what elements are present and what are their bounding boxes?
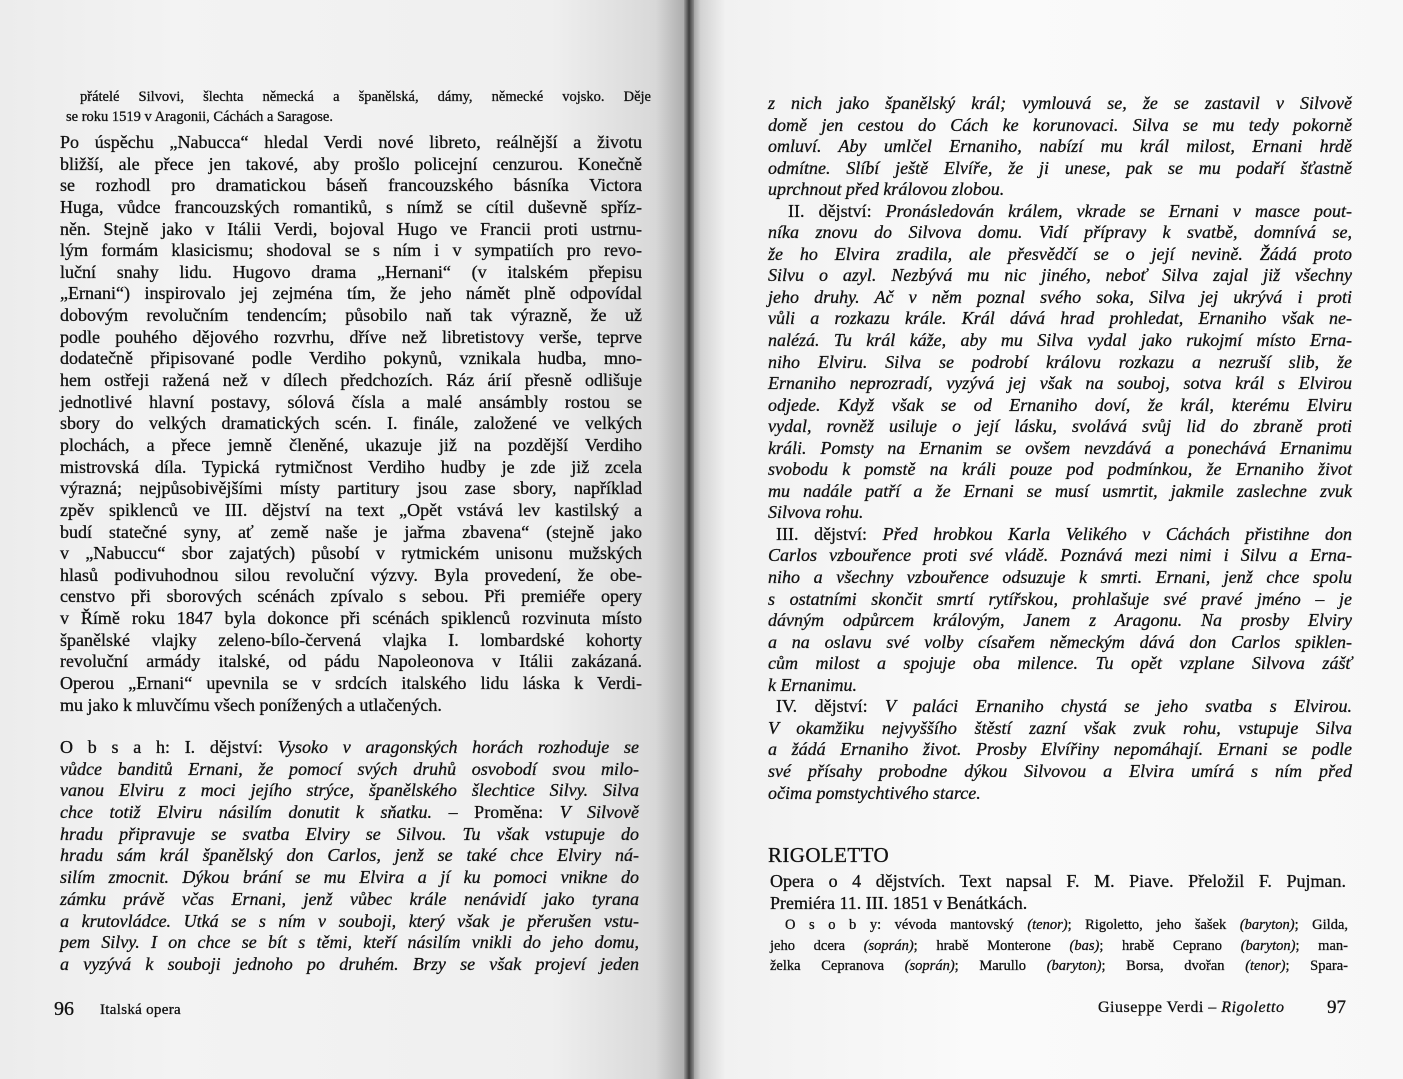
text-line: luční snahy lidu. Hugovo drama „Hernani“ (v italském přepisu (60, 261, 642, 282)
text-segment: (baryton) (1240, 937, 1296, 954)
text-segment: ; Rigoletto, jeho šašek (1067, 917, 1240, 933)
text-line: vůli a rozkazu krále. Král dává hrad prohledat, Ernaniho však ne- (768, 308, 1352, 329)
text-segment: ; Gilda, (1294, 917, 1349, 933)
running-head-author: Giuseppe Verdi – (1098, 999, 1222, 1016)
text-line: něn. Stejně jako v Itálii Verdi, bojoval Hugo ve Francii proti ustrnu- (60, 218, 642, 239)
text-segment: ; Borsa, dvořan (1101, 958, 1246, 974)
text-line (60, 737, 639, 759)
text-segment: ; hrabě Ceprano (1099, 937, 1241, 954)
text-line: plochách, a přece jemně členěné, ukazuje již na pozdější Verdiho (60, 434, 642, 455)
text-line: a žádá Ernaniho život. Prosby Elvířiny nepomáhají. Ernani se podle (768, 739, 1352, 760)
text-line: censtvo při sborových scénách zpívalo s sebou. Při premiéře opery (60, 586, 642, 607)
text-line: zámku právě včas Ernani, jenž vůbec krále nenávidí jako tyrana (60, 888, 639, 909)
text-line: španělské vlajky zeleno-bílo-červená vlajka I. lombardské kohorty (60, 629, 642, 650)
text-line: v „Nabuccu“ sbor zajatých) působí v rytmickém unisonu mužských (60, 543, 642, 564)
text-line (768, 201, 1352, 223)
text-line: výrazná; nejpůsobivějšími místy partitury jsou zase sbory, například (60, 478, 642, 499)
synopsis-paragraph (768, 93, 1352, 201)
text-line: podle pouhého dějového rozvrhu, dříve než libretistovy verše, teprve (60, 326, 642, 347)
text-line: jednotlivé hlavní postavy, sólová čísla a malé ansámbly rostou se (60, 391, 642, 412)
text-line: Huga, vůdce francouzských romantiků, s nímž se cítil duševně spříz- (60, 196, 642, 217)
text-segment: V Silvově (559, 802, 639, 823)
text-line: hradu připravuje se svatba Elviry se Silvou. Tu však vstupuje do (60, 823, 639, 844)
text-line: omluví. Aby umlčel Ernaniho, nabízí mu král milost, Ernani hrdě (768, 136, 1352, 157)
text-line: niho a všechny vzbouřence odsuzuje k smrti. Ernani, jenž chce spolu (768, 567, 1352, 588)
text-line: a krutovládce. Utká se s ním v souboji, který však je přerušen vstu- (60, 910, 639, 931)
text-line: hem ostřeji ražená než v dílech předchozích. Ráz árií přesně odlišuje (60, 370, 642, 391)
text-line: uprchnout před královou zlobou. (768, 179, 1005, 200)
text-segment: ; Spara- (1285, 958, 1348, 974)
synopsis-paragraph-act-2 (768, 201, 1352, 524)
text-line: odjede. Když však se od Ernaniho doví, že král, kterému Elviru (768, 394, 1352, 415)
text-line: mu nadále patří a že Ernani se musí usmrtit, jakmile zaslechne zvuk (768, 480, 1352, 501)
text-segment: (soprán) (863, 937, 914, 954)
text-line: odmítne. Slíbí ještě Elvíře, že ji unese, pak se mu podaří šťastně (768, 157, 1352, 178)
text-line: niho Elviru. Silva se podrobí královu rozkazu a nezruší slib, že (768, 351, 1352, 372)
text-segment: želka Cepranova (770, 958, 905, 974)
text-line: dodatečně připisované podle Verdiho pokynů, vznikala hudba, mno- (60, 348, 642, 369)
text-segment: – Proměna: (448, 802, 560, 823)
text-line: vůdce banditů Ernani, že pomocí svých druhů osvobodí svou milo- (60, 758, 639, 779)
text-line: dobovým revolučním tendencím; působilo naň tak výrazně, že už (60, 305, 642, 326)
cast-list-continued (66, 88, 651, 127)
text-line: mistrovská díla. Typická rytmičnost Verdiho hudby je zde již zcela (60, 456, 642, 477)
text-line: přátelé Silvovi, šlechta německá a španělská, dámy, německé vojsko. Děje (80, 89, 651, 105)
text-line: jeho druhy. Ač v něm poznal svého soka, Silva jej ukrývá i proti (768, 286, 1352, 307)
synopsis-paragraph-act-3 (768, 524, 1352, 696)
text-line: hradu sám král španělský don Carlos, jenž se také chce Elviry ná- (60, 845, 639, 866)
text-line: domě jen cestou do Cách ke korunovaci. Silva se mu tedy pokorně (768, 114, 1352, 135)
text-line: Po úspěchu „Nabucca“ hledal Verdi nové libreto, reálnější a životu (60, 132, 642, 152)
text-line: Ernaniho neprozradí, vyzývá jej však na souboj, sotva král s Elvirou (768, 373, 1352, 394)
text-segment: (tenor) (1027, 917, 1068, 933)
text-segment: III. dějství: (776, 523, 883, 544)
text-segment: (soprán) (904, 958, 955, 974)
text-line: pem Silvy. I on chce se bít s těmi, kteří násilím vnikli do jeho domu, (60, 932, 639, 953)
text-line: že ho Elvira zradila, ale přesvědčí se o její nevině. Žádá proto (768, 243, 1352, 264)
text-line (770, 915, 1348, 936)
text-segment: Před hrobkou Karla Velikého v Cáchách přistihne don (882, 523, 1352, 544)
text-segment: IV. dějství: (776, 696, 886, 717)
text-line: s ostatními skončit smrtí rytířskou, prohlašuje své pravé jméno – je (768, 588, 1352, 609)
text-segment: chce totiž Elviru násilím donutit k sňatku. (60, 802, 449, 823)
text-line: Opera o 4 dějstvích. Text napsal F. M. Piave. Přeložil F. Pujman. (770, 871, 1346, 891)
text-line: Operou „Ernani“ upevnila se v srdcích italského lidu láska k Verdi- (60, 673, 642, 694)
text-line: svobodu k pomstě na králi pouze pod podmínkou, že Ernaniho život (768, 459, 1352, 480)
text-line: se roku 1519 v Aragonii, Cáchách a Saragose. (66, 108, 333, 125)
text-line (768, 524, 1352, 546)
text-line: vanou Elviru z moci jejího strýce, španělského šlechtice Silvy. Silva (60, 780, 639, 801)
page-number-left: 96 (54, 998, 74, 1020)
text-line: Carlos vzbouřence proti své vládě. Poznává mezi nimi i Silvu a Erna- (768, 545, 1352, 566)
text-line: se rozhodl pro dramatickou báseň francouzského básníka Victora (60, 175, 642, 196)
text-line: budí statečné syny, ať země naše je jařma zbavena“ (stejně jako (60, 521, 642, 542)
text-line: níka znovu do Silvova domu. Vidí přípravy k svatbě, domnívá se, (768, 222, 1352, 243)
text-segment: O b s a h: I. dějství: (60, 737, 278, 757)
text-line: revoluční armády italské, od pádu Napoleonova v Itálii zakázaná. (60, 651, 642, 672)
text-segment: (baryton) (1239, 917, 1295, 933)
text-line: mu jako k mluvčímu všech ponížených a utlačených. (60, 694, 442, 715)
text-line: silím zmocnit. Dýkou brání se mu Elvira a jí ku pomoci vnikne do (60, 867, 639, 888)
text-segment: ; Marullo (954, 958, 1047, 974)
running-head-title: Rigoletto (1221, 999, 1285, 1016)
text-segment: II. dějství: (788, 200, 886, 221)
text-line: z nich jako španělský král; vymlouvá se, že se zastavil v Silvově (768, 93, 1352, 113)
ernani-synopsis-continued (768, 93, 1352, 804)
text-line: své přísahy probodne dýkou Silvovou a Elvira umírá s ním před (768, 760, 1352, 781)
text-line: nalézá. Tu král káže, aby mu Silva vydal jako rukojmí místo Erna- (768, 330, 1352, 351)
text-line: Silvu o azyl. Nezbývá mu nic jiného, neboť Silva zajal již všechny (768, 265, 1352, 286)
text-line: zpěv spiklenců ve III. dějství na text „Opět vstává lev kastilský a (60, 499, 642, 520)
text-segment: (baryton) (1046, 958, 1102, 974)
synopsis-paragraph-act-4 (768, 696, 1352, 804)
text-line: králi. Pomsty na Ernanim se ovšem nevzdává a ponechává Ernanimu (768, 437, 1352, 458)
text-line: sbory do velkých dramatických scén. I. finále, založené ve velkých (60, 413, 642, 434)
section-heading-rigoletto: RIGOLETTO (768, 843, 890, 867)
text-segment: Vysoko v aragonských horách rozhoduje se (277, 737, 639, 757)
running-head-left: Italská opera (100, 1002, 181, 1018)
ernani-commentary (60, 132, 642, 716)
text-line (770, 956, 1348, 977)
text-line: v Římě roku 1847 byla dokonce při scénách spiklenců rozvinuta místo (60, 608, 642, 629)
text-line: očima pomstychtivého starce. (768, 782, 981, 803)
text-line: k Ernanimu. (768, 674, 857, 695)
running-head-right (1098, 999, 1284, 1017)
cast-list (770, 915, 1348, 977)
ernani-synopsis (60, 737, 639, 976)
text-line: V okamžiku nejvyššího štěstí zazní však zvuk rohu, vstupuje Silva (768, 717, 1352, 738)
text-line: lým formám klasicismu; shodoval se s ním i v sympatiích pro revo- (60, 240, 642, 261)
text-line (770, 936, 1348, 957)
text-line: dávným odpůrcem královým, Janem z Aragonu. Na prosby Elviry (768, 610, 1352, 631)
text-segment: ; man- (1295, 937, 1348, 954)
text-segment: (tenor) (1245, 958, 1286, 974)
page-number-right: 97 (1327, 997, 1346, 1018)
text-line: Silvova rohu. (768, 502, 864, 523)
text-line (768, 696, 1352, 718)
text-segment: O s o b y: vévoda mantovský (785, 917, 1028, 933)
text-line: a na oslavu své volby císařem německým dává don Carlos spiklen- (768, 631, 1352, 652)
text-segment: jeho dcera (770, 937, 864, 954)
text-line: cům milost a spojuje oba milence. Tu opět vzplane Silvova zášť (768, 653, 1352, 674)
text-line: a vyzývá k souboji jednoho po druhém. Brzy se však projeví jeden (60, 953, 639, 974)
text-segment: (bas) (1069, 937, 1100, 954)
text-segment: ; hrabě Monterone (913, 937, 1070, 954)
text-line: hlasů podivuhodnou silou revoluční výzvy. Byla provedení, že obe- (60, 564, 642, 585)
text-line (60, 802, 639, 824)
text-line: Premiéra 11. III. 1851 v Benátkách. (770, 892, 1028, 913)
text-segment: Pronásledován králem, vkrade se Ernani v masce pout- (885, 200, 1353, 221)
text-line: „Ernani“) inspirovalo jej zejména tím, že jeho námět plně odpovídal (60, 283, 642, 304)
text-line: bližší, ale přece jen takové, aby prošlo policejní cenzurou. Konečně (60, 153, 642, 174)
text-line: vydal, rovněž usiluje o její lásku, svolává svůj lid do zbraně proti (768, 416, 1352, 437)
book-gutter (684, 0, 694, 1079)
text-segment: V paláci Ernaniho chystá se jeho svatba s Elvirou. (885, 696, 1352, 717)
opera-info (770, 871, 1346, 914)
